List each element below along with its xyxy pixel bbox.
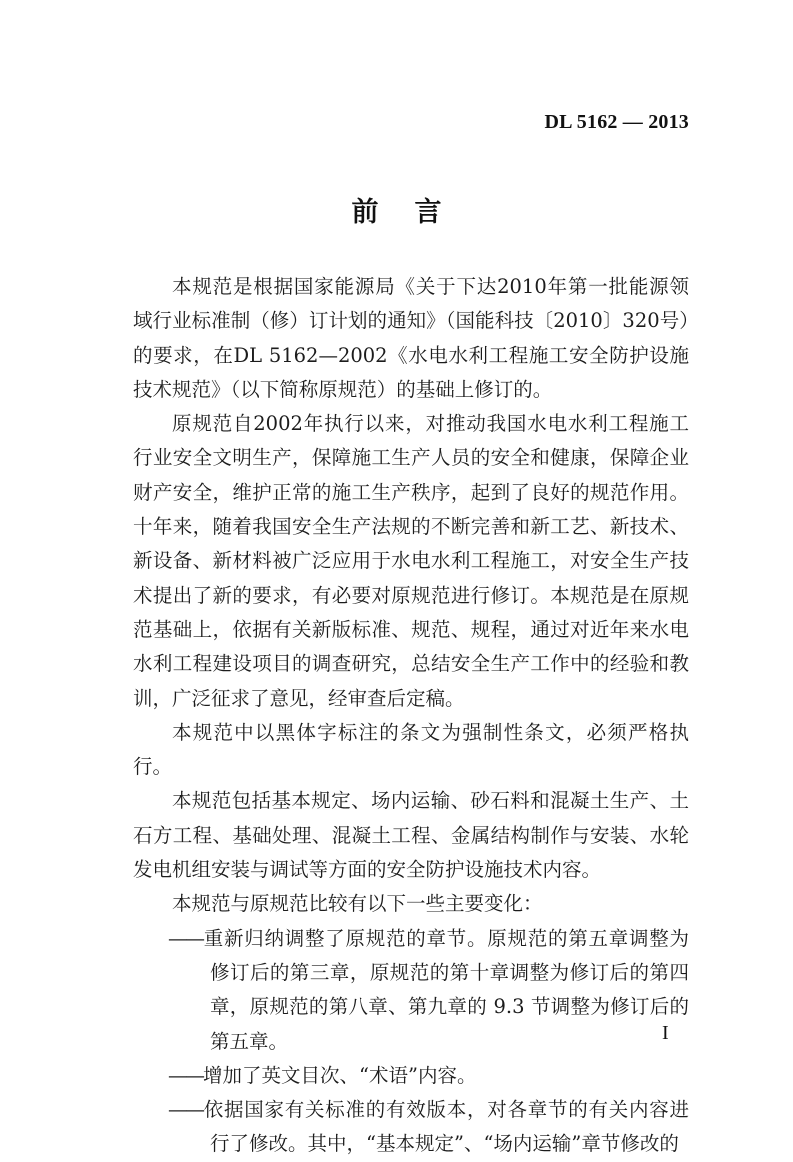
page-title: 前言 — [351, 197, 478, 228]
change-item-text: 依据国家有关标准的有效版本，对各章节的有关内容进行了修改。其中，“基本规定”、“场内运输”章节修改的 — [203, 1098, 689, 1156]
change-item-text: 增加了英文目次、“术语”内容。 — [203, 1063, 477, 1087]
dash-marker: —— — [168, 1063, 203, 1087]
dash-marker: —— — [168, 926, 203, 950]
foreword-body — [133, 270, 689, 1162]
change-item — [133, 922, 689, 1059]
change-item — [133, 1093, 689, 1162]
paragraph-mandatory: 本规范中以黑体字标注的条文为强制性条文，必须严格执行。 — [133, 720, 689, 779]
change-item — [133, 1059, 689, 1093]
paragraph-scope: 本规范包括基本规定、场内运输、砂石料和混凝土生产、土石方工程、基础处理、混凝土工程、金属结构制作与安装、水轮发电机组安装与调试等方面的安全防护设施技术内容。 — [133, 789, 689, 882]
standard-code-header: DL 5162 — 2013 — [544, 111, 689, 133]
change-item-text: 重新归纳调整了原规范的章节。原规范的第五章调整为修订后的第三章，原规范的第十章调整为修订后的第四章，原规范的第八章、第九章的 9.3 节调整为修订后的第五章。 — [203, 926, 689, 1053]
dash-marker: —— — [168, 1098, 203, 1122]
paragraph-basis: 本规范是根据国家能源局《关于下达2010年第一批能源领域行业标准制（修）订计划的通知》（国能科技〔2010〕320号）的要求，在DL 5162—2002《水电水利工程施工安全防护设施技术规范》（以下简称原规范）的基础上修订的。 — [133, 275, 689, 401]
page-number: I — [662, 1022, 669, 1044]
paragraph-changes-intro: 本规范与原规范比较有以下一些主要变化： — [172, 892, 543, 916]
paragraph-background: 原规范自2002年执行以来，对推动我国水电水利工程施工行业安全文明生产，保障施工生产人员的安全和健康，保障企业财产安全，维护正常的施工生产秩序，起到了良好的规范作用。十年来，随着我国安全生产法规的不断完善和新工艺、新技术、新设备、新材料被广泛应用于水电水利工程施工，对安全生产技术提出了新的要求，有必要对原规范进行修订。本规范是在原规范基础上，依据有关新版标准、规范、规程，通过对近年来水电水利工程建设项目的调查研究，总结安全生产工作中的经验和教训，广泛征求了意见，经审查后定稿。 — [133, 412, 689, 710]
